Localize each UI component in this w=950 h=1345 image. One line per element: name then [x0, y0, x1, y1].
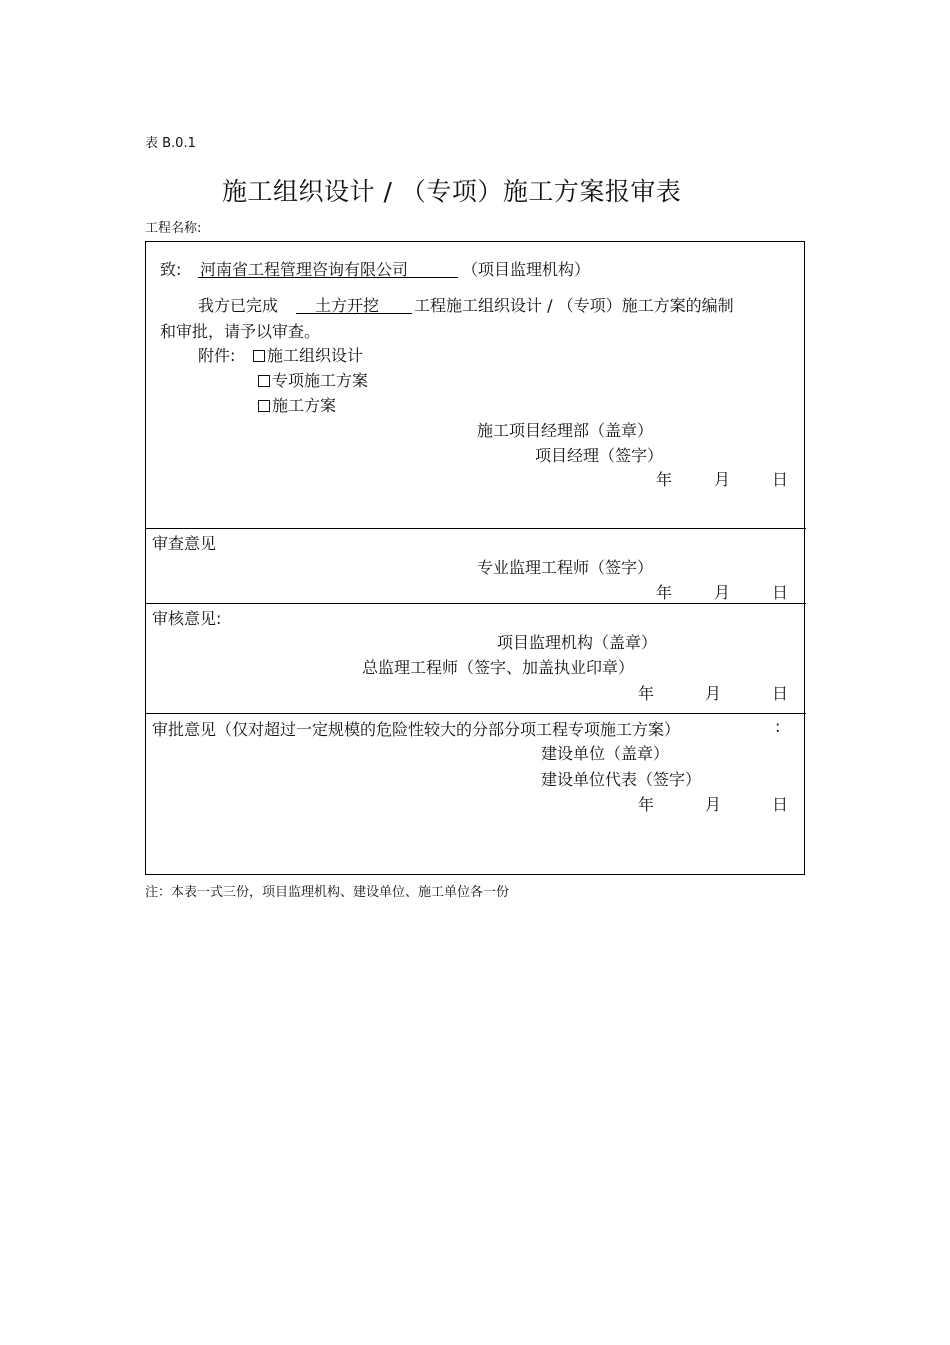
- divider-review: [145, 528, 806, 529]
- project-name: 土方开挖: [315, 296, 380, 315]
- review-heading: 审查意见: [152, 534, 217, 553]
- date-day: 日: [772, 583, 789, 602]
- manager-signature: 项目经理（签字）: [535, 446, 664, 465]
- supervision-stamp: 项目监理机构（盖章）: [497, 633, 658, 652]
- date-year: 年: [656, 470, 673, 489]
- document-title: 施工组织设计 / （专项）施工方案报审表: [222, 177, 682, 206]
- attachment-item: [253, 343, 363, 366]
- date-day: 日: [772, 470, 789, 489]
- recipient-underline: [198, 277, 458, 278]
- approval-colon: :: [775, 717, 781, 736]
- date-year: 年: [638, 684, 655, 703]
- attachment-label: 施工组织设计: [267, 346, 364, 365]
- checkbox[interactable]: [253, 350, 265, 362]
- recipient-org: 河南省工程管理咨询有限公司: [200, 260, 409, 279]
- audit-heading: 审核意见:: [152, 609, 222, 628]
- date-year: 年: [656, 583, 673, 602]
- table-number: 表 B.0.1: [145, 136, 196, 151]
- attachment-label: 施工方案: [272, 396, 337, 415]
- date-year: 年: [638, 795, 655, 814]
- attachments-label: 附件:: [198, 346, 236, 365]
- attachment-label: 专项施工方案: [272, 371, 369, 390]
- checkbox[interactable]: [258, 375, 270, 387]
- divider-approval: [145, 713, 806, 714]
- owner-stamp: 建设单位（盖章）: [541, 744, 670, 763]
- checkbox[interactable]: [258, 400, 270, 412]
- owner-rep-signature: 建设单位代表（签字）: [541, 770, 702, 789]
- recipient-org-suffix: （项目监理机构）: [462, 260, 591, 279]
- date-month: 月: [705, 684, 722, 703]
- statement-line-2: 和审批，请予以审查。: [160, 322, 321, 341]
- divider-audit: [145, 603, 806, 604]
- project-underline: [296, 313, 412, 314]
- statement-suffix: 工程施工组织设计 / （专项）施工方案的编制: [414, 296, 734, 315]
- statement-prefix: 我方已完成: [198, 296, 279, 315]
- approval-heading: 审批意见（仅对超过一定规模的危险性较大的分部分项工程专项施工方案）: [152, 720, 681, 739]
- attachment-item: [258, 368, 368, 391]
- date-day: 日: [772, 684, 789, 703]
- engineer-signature: 专业监理工程师（签字）: [477, 558, 654, 577]
- date-month: 月: [714, 470, 731, 489]
- project-name-label: 工程名称:: [145, 221, 202, 236]
- contractor-stamp: 施工项目经理部（盖章）: [477, 421, 654, 440]
- footnote: 注：本表一式三份，项目监理机构、建设单位、施工单位各一份: [145, 885, 510, 900]
- chief-engineer-signature: 总监理工程师（签字、加盖执业印章）: [362, 658, 635, 677]
- to-label: 致:: [160, 260, 182, 279]
- date-month: 月: [714, 583, 731, 602]
- attachment-item: [258, 393, 336, 416]
- date-month: 月: [705, 795, 722, 814]
- date-day: 日: [772, 795, 789, 814]
